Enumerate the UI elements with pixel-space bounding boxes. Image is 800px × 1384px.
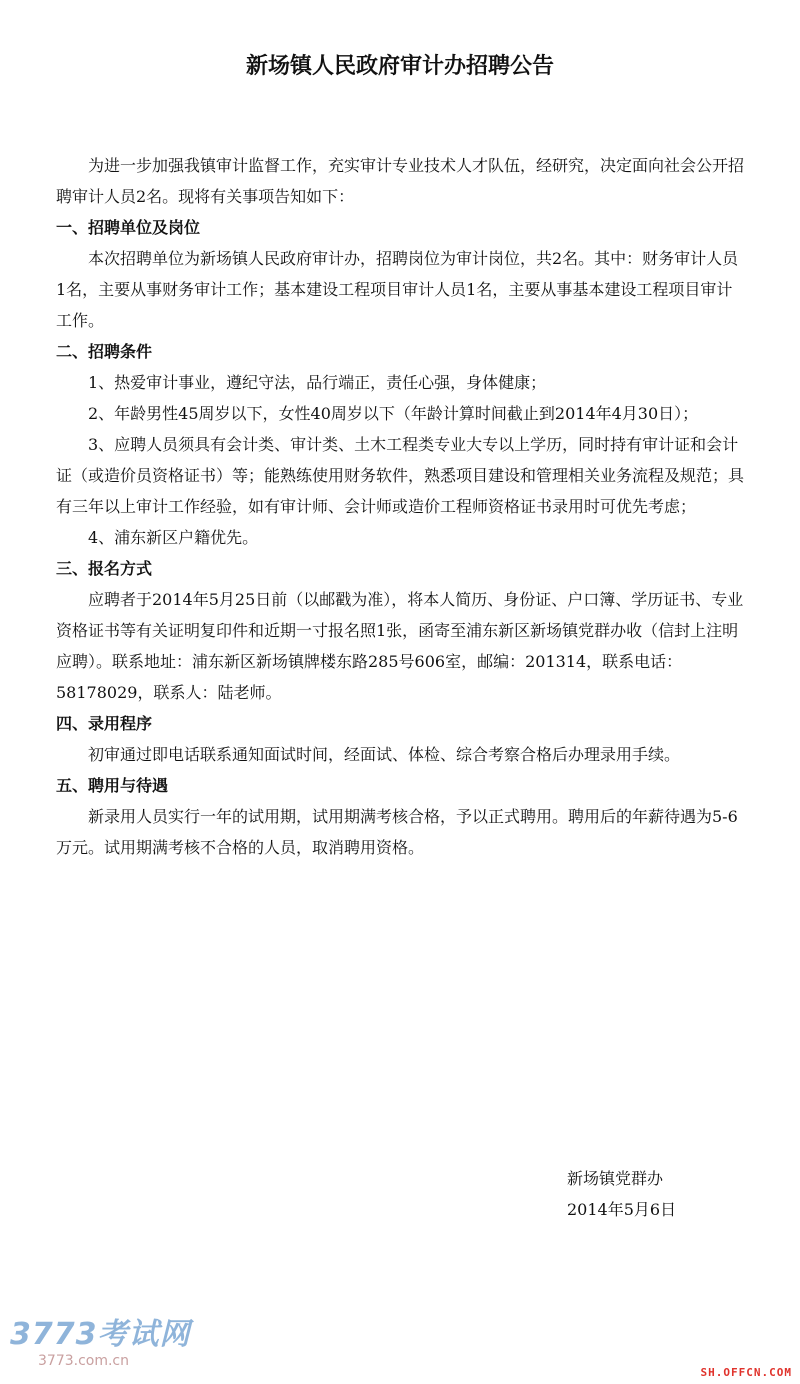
section-paragraph: 初审通过即电话联系通知面试时间，经面试、体检、综合考察合格后办理录用手续。 [88,745,681,764]
watermark-right: SH.OFFCN.COM [700,1366,792,1379]
section-paragraph: 应聘者于2014年5月25日前（以邮戳为准），将本人简历、身份证、户口簿、学历证书、专业资格证书等有关证明复印件和近期一寸报名照1张，函寄至浦东新区新场镇党群办收（信封上注明应聘）。联系地址：浦东新区新场镇牌楼东路285号606室，邮编：201314，联系电话：58178029，联系人：陆老师。 [56,590,744,702]
section-paragraph: 新录用人员实行一年的试用期，试用期满考核合格，予以正式聘用。聘用后的年薪待遇为5-6万元。试用期满考核不合格的人员，取消聘用资格。 [56,807,738,857]
section-heading-positions: 一、招聘单位及岗位 [56,218,201,237]
watermark-domain-text: 3773.com.cn [38,1353,129,1369]
requirement-item: 3、应聘人员须具有会计类、审计类、土木工程类专业大专以上学历，同时持有审计证和会计证（或造价员资格证书）等；能熟练使用财务软件，熟悉项目建设和管理相关业务流程及规范；具有三年以上审计工作经验，如有审计师、会计师或造价工程师资格证书录用时可优先考虑； [56,435,745,516]
document-title: 新场镇人民政府审计办招聘公告 [245,54,554,79]
section-heading-application: 三、报名方式 [56,559,153,578]
signature-date: 2014年5月6日 [567,1200,677,1219]
requirement-item: 1、热爱审计事业，遵纪守法，品行端正，责任心强，身体健康； [88,373,547,392]
signature-block [567,1163,676,1225]
signature-organization: 新场镇党群办 [567,1169,664,1188]
section-paragraph: 本次招聘单位为新场镇人民政府审计办，招聘岗位为审计岗位，共2名。其中：财务审计人员1名，主要从事财务审计工作；基本建设工程项目审计人员1名，主要从事基本建设工程项目审计工作。 [56,249,739,330]
requirement-item: 2、年龄男性45周岁以下，女性40周岁以下（年龄计算时间截止到2014年4月30日）； [88,404,699,423]
section-heading-employment-terms: 五、聘用与待遇 [56,776,169,795]
watermark-logo-text: 3773考试网 [10,1317,191,1352]
document-body [56,150,746,863]
requirement-item: 4、浦东新区户籍优先。 [88,528,259,547]
section-heading-hiring-process: 四、录用程序 [56,714,153,733]
intro-paragraph: 为进一步加强我镇审计监督工作，充实审计专业技术人才队伍，经研究，决定面向社会公开招聘审计人员2名。现将有关事项告知如下： [56,156,745,206]
section-heading-requirements: 二、招聘条件 [56,342,153,361]
watermark-left [10,1318,191,1370]
